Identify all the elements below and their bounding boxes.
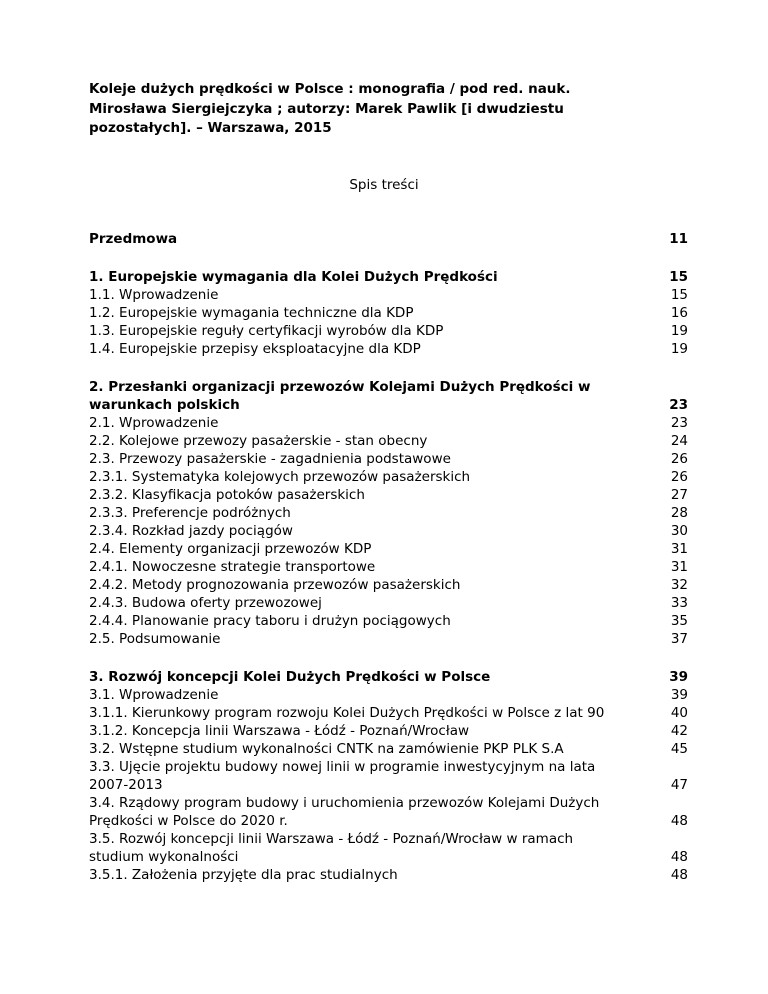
entry-page-number: 27 [670,487,688,503]
chapter-title: 1. Europejskie wymagania dla Kolei Dużych Prędkości [89,269,498,285]
entry-page-number: 26 [670,451,688,467]
entry-title: 3.2. Wstępne studium wykonalności CNTK na zamówienie PKP PLK S.A [89,741,564,757]
toc-section [89,668,688,884]
entry-page-number: 45 [670,741,688,757]
toc-section [89,230,688,248]
chapter-page-number: 23 [669,397,688,413]
entry-title: 1.2. Europejskie wymagania techniczne dla KDP [89,305,414,321]
toc-entry [89,432,688,450]
toc-entry [89,630,688,648]
entry-title: 2.2. Kolejowe przewozy pasażerskie - stan obecny [89,433,428,449]
toc-entry [89,286,688,304]
entry-page-number: 42 [670,723,688,739]
entry-page-number: 30 [670,523,688,539]
entry-page-number: 32 [670,577,688,593]
toc-entry [89,340,688,358]
entry-title: 2.4. Elementy organizacji przewozów KDP [89,541,372,557]
entry-page-number: 33 [670,595,688,611]
toc-entry [89,866,688,884]
entry-title: 3.1. Wprowadzenie [89,687,219,703]
toc-entry [89,830,688,866]
toc-entry [89,612,688,630]
toc-entry [89,758,688,794]
entry-title: 2.4.1. Nowoczesne strategie transportowe [89,559,376,575]
toc-entry [89,504,688,522]
toc-entry [89,304,688,322]
toc-entry [89,558,688,576]
entry-page-number: 28 [670,505,688,521]
toc-entry [89,414,688,432]
entry-title: 2.3.2. Klasyfikacja potoków pasażerskich [89,487,365,503]
toc-section [89,378,688,648]
toc-entry [89,486,688,504]
toc-chapter-entry [89,268,688,286]
entry-title: 2.4.4. Planowanie pracy taboru i drużyn pociągowych [89,613,451,629]
entry-title: 2.1. Wprowadzenie [89,415,219,431]
toc-chapter-entry [89,668,688,686]
chapter-page-number: 39 [669,669,688,685]
toc-entry [89,540,688,558]
toc-entry [89,686,688,704]
entry-title: 1.3. Europejskie reguły certyfikacji wyrobów dla KDP [89,323,444,339]
toc-section [89,268,688,358]
toc-entry [89,322,688,340]
toc-entry [89,450,688,468]
entry-title: 3.5.1. Założenia przyjęte dla prac studialnych [89,867,398,883]
chapter-title: 3. Rozwój koncepcji Kolei Dużych Prędkości w Polsce [89,669,491,685]
entry-page-number: 31 [670,559,688,575]
entry-page-number: 24 [670,433,688,449]
toc-entry [89,576,688,594]
entry-page-number: 16 [670,305,688,321]
entry-page-number: 35 [670,613,688,629]
entry-page-number: 26 [670,469,688,485]
entry-title: 2.3.3. Preferencje podróżnych [89,505,291,521]
toc-entry [89,740,688,758]
entry-page-number: 31 [670,541,688,557]
entry-title: 2.5. Podsumowanie [89,631,221,647]
chapter-title: 2. Przesłanki organizacji przewozów Kolejami Dużych Prędkości w warunkach polskich [89,379,591,413]
entry-title: 1.1. Wprowadzenie [89,287,219,303]
chapter-title: Przedmowa [89,231,178,247]
entry-title: 3.4. Rządowy program budowy i uruchomienia przewozów Kolejami Dużych Prędkości w Polsce do 2020 r. [89,795,600,829]
entry-page-number: 48 [670,849,688,865]
toc-entry [89,468,688,486]
entry-title: 2.3. Przewozy pasażerskie - zagadnienia podstawowe [89,451,451,467]
entry-page-number: 19 [670,323,688,339]
entry-page-number: 19 [670,341,688,357]
entry-page-number: 37 [670,631,688,647]
entry-title: 2.4.2. Metody prognozowania przewozów pasażerskich [89,577,461,593]
entry-title: 3.1.1. Kierunkowy program rozwoju Kolei Dużych Prędkości w Polsce z lat 90 [89,705,605,721]
entry-title: 2.3.4. Rozkład jazdy pociągów [89,523,293,539]
entry-title: 2.3.1. Systematyka kolejowych przewozów pasażerskich [89,469,471,485]
entry-page-number: 40 [670,705,688,721]
toc-title: Spis treści [349,177,419,193]
entry-page-number: 39 [670,687,688,703]
toc-entry [89,522,688,540]
chapter-page-number: 15 [669,269,688,285]
toc-chapter-entry [89,378,688,414]
entry-page-number: 47 [670,777,688,793]
toc-entry [89,594,688,612]
entry-title: 1.4. Europejskie przepisy eksploatacyjne dla KDP [89,341,421,357]
entry-page-number: 15 [670,287,688,303]
chapter-page-number: 11 [669,231,688,247]
toc-entry [89,794,688,830]
entry-page-number: 23 [670,415,688,431]
entry-title: 2.4.3. Budowa oferty przewozowej [89,595,322,611]
bibliographic-description: Koleje dużych prędkości w Polsce : monografia / pod red. nauk. Mirosława Siergiejczyka ; autorzy: Marek Pawlik [i dwudziestu pozostałych]. – Warszawa, 2015 [89,81,571,136]
entry-page-number: 48 [670,813,688,829]
entry-title: 3.5. Rozwój koncepcji linii Warszawa - Łódź - Poznań/Wrocław w ramach studium wykonalności [89,831,574,865]
entry-page-number: 48 [670,867,688,883]
entry-title: 3.1.2. Koncepcja linii Warszawa - Łódź - Poznań/Wrocław [89,723,470,739]
table-of-contents [89,230,688,904]
toc-entry [89,722,688,740]
toc-chapter-entry [89,230,688,248]
toc-entry [89,704,688,722]
entry-title: 3.3. Ujęcie projektu budowy nowej linii w programie inwestycyjnym na lata 2007-2013 [89,759,596,793]
